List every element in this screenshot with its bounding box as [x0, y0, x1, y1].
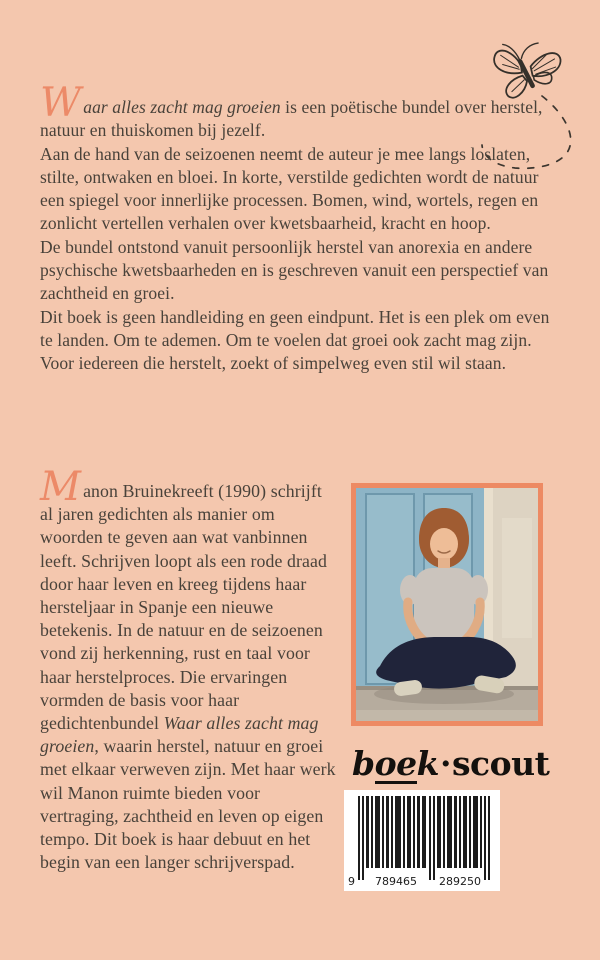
- author-photo: [351, 483, 543, 726]
- blurb-paragraph: Voor iedereen die herstelt, zoekt of simpelweg even stil wil staan.: [40, 353, 507, 374]
- bio-text-before-title: anon Bruinekreeft (1990) schrijft al jaren gedichten als manier om woorden te geven aan wat vanbinnen leeft. Schrijven loopt als een rode draad door haar leven en kreeg tijdens haar hersteljaar in Spanje een nieuwe betekenis. In de natuur en de seizoenen vond zij herkenning, rust en taal voor haar herstelproces. Die ervaringen vormden de basis voor haar gedichtenbundel: [40, 481, 328, 734]
- logo-part-k: k: [416, 744, 439, 783]
- author-bio-paragraph: [40, 464, 338, 874]
- logo-part-oe-underlined: oe: [374, 744, 417, 783]
- book-title-italic: aar alles zacht mag groeien: [83, 97, 281, 117]
- logo-separator-dot: ·: [439, 744, 451, 783]
- blurb-paragraph: Dit boek is geen handleiding en geen eindpunt. Het is een plek om even te landen. Om te ademen. Om te voelen dat groei ook zacht mag zijn.: [40, 306, 550, 350]
- bio-book-title-italic: Waar alles zacht mag groeien: [40, 713, 319, 757]
- logo-part-b: b: [352, 744, 375, 783]
- barcode-graphic: [344, 790, 500, 891]
- logo-part-scout: scout: [451, 744, 550, 783]
- bio-drop-cap: M: [40, 464, 82, 510]
- isbn-digit-left: 9: [348, 875, 355, 888]
- author-photo-illustration: [356, 488, 538, 721]
- isbn-digits-group1: 789465: [375, 875, 417, 888]
- intro-drop-cap: W: [40, 80, 82, 126]
- blurb-opening-rest: is een poëtische bundel over herstel, natuur en thuiskomen bij jezelf.: [40, 97, 543, 141]
- bio-text-after-title: , waarin herstel, natuur en groei met elkaar verweven zijn. Met haar werk wil Manon ruimte bieden voor vertraging, zachtheid en leven op eigen tempo. Dit boek is haar debuut en het begin van een langer schrijverspad.: [40, 736, 336, 873]
- publisher-logo: [352, 744, 549, 784]
- isbn-barcode: [344, 790, 500, 891]
- back-cover-blurb: [40, 80, 554, 376]
- blurb-opening-paragraph: [40, 80, 554, 143]
- blurb-paragraph: Aan de hand van de seizoenen neemt de auteur je mee langs loslaten, stilte, ontwaken en bloei. In korte, verstilde gedichten wordt de natuur een spiegel voor innerlijke processen. Bomen, wind, wortels, regen en zonlicht vertellen verhalen over kwetsbaarheid, kracht en hoop.: [40, 143, 539, 234]
- isbn-digits-group2: 289250: [439, 875, 481, 888]
- author-bio: [40, 464, 338, 874]
- blurb-paragraph: De bundel ontstond vanuit persoonlijk herstel van anorexia en andere psychische kwetsbaarheden en is geschreven vanuit een perspectief van zachtheid en groei.: [40, 236, 549, 304]
